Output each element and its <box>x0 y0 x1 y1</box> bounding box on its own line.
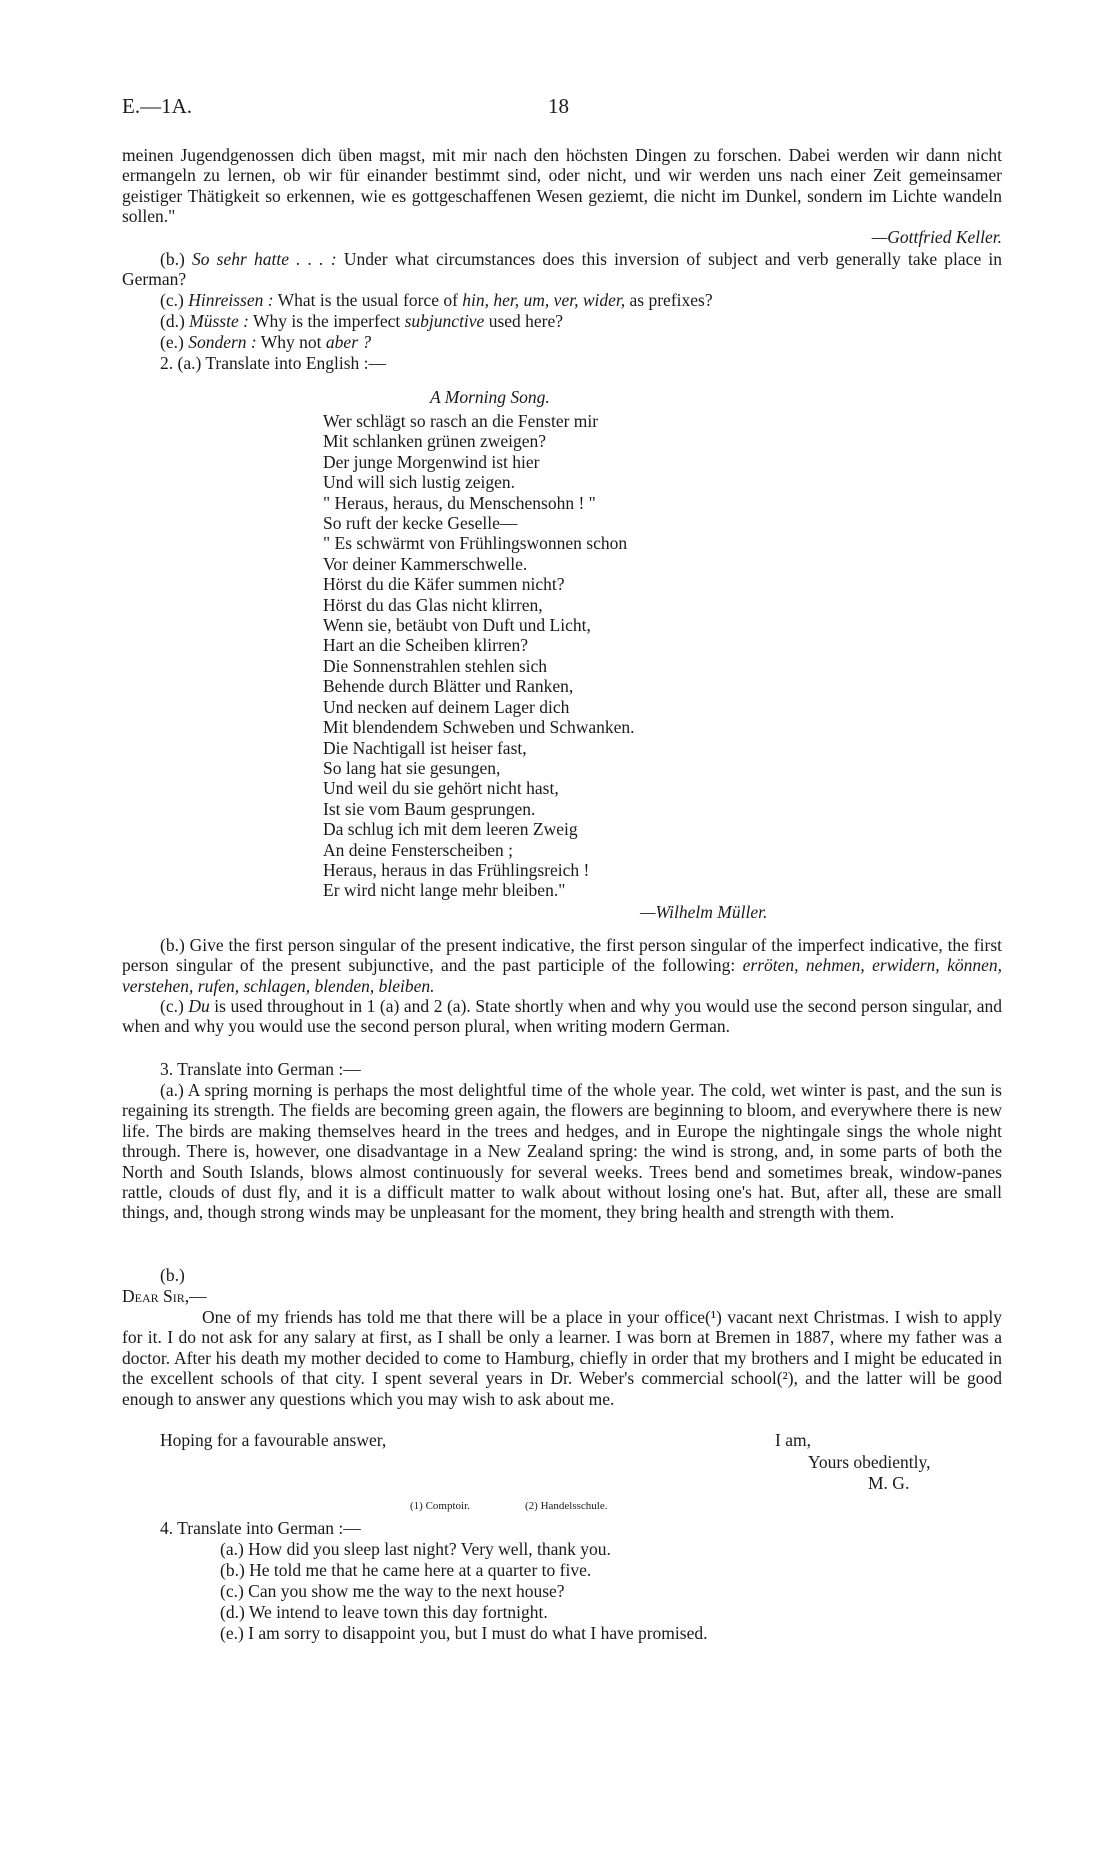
q4-item: (c.) Can you show me the way to the next house? <box>220 1581 565 1601</box>
poem-line: Der junge Morgenwind ist hier <box>323 451 540 472</box>
poem-line: Ist sie vom Baum gesprungen. <box>323 798 536 819</box>
poem-line: Heraus, heraus in das Frühlingsreich ! <box>323 859 590 880</box>
salutation: Dear Sir,— <box>122 1286 207 1306</box>
q1-e-label: (e.) <box>160 332 184 352</box>
poem-line: Vor deiner Kammerschwelle. <box>323 553 528 574</box>
q4-item: (a.) How did you sleep last night? Very well, thank you. <box>220 1539 611 1559</box>
q1-b <box>122 249 1002 290</box>
poem-line: Und will sich lustig zeigen. <box>323 472 515 493</box>
footnote-2: (2) Handelsschule. <box>525 1500 608 1512</box>
q1-d-tail: used here? <box>488 311 564 331</box>
q2-b-words: erröten, nehmen, erwidern, können, verstehen, rufen, schlagen, blenden, bleiben. <box>122 955 1002 996</box>
poem-line: Hörst du die Käfer summen nicht? <box>323 574 565 595</box>
yours-obediently: Yours obediently, <box>808 1452 931 1472</box>
q2-c <box>122 996 1002 1037</box>
q1-b-term: So sehr hatte . . . : <box>191 249 337 269</box>
q1-d-italic: subjunctive <box>404 311 485 331</box>
q4-item: (e.) I am sorry to disappoint you, but I must do what I have promised. <box>220 1623 708 1643</box>
poem-line: Die Sonnenstrahlen stehlen sich <box>323 655 548 676</box>
q2-b-text: (b.) Give the first person singular of the present indicative, the first person singular of the imperfect indicative, the first person singular of the present subjunctive, and the past participle of the following: <box>122 935 1002 976</box>
q4-item: (b.) He told me that he came here at a quarter to five. <box>220 1560 592 1580</box>
poem-line: Wer schlägt so rasch an die Fenster mir <box>323 411 599 431</box>
poem-line: Da schlug ich mit dem leeren Zweig <box>323 819 578 840</box>
q1-attribution: —Gottfried Keller. <box>871 227 1002 247</box>
poem-line: An deine Fensterscheiben ; <box>323 839 514 860</box>
poem-line: So ruft der kecke Geselle— <box>323 513 518 534</box>
q1-d-text: Why is the imperfect <box>253 311 401 331</box>
doc-reference: E.—1A. <box>122 94 192 118</box>
q4-label: 4. Translate into German :— <box>160 1518 361 1538</box>
q1-e <box>160 332 371 352</box>
q1-d-label: (d.) <box>160 311 185 331</box>
q1-b-label: (b.) <box>160 249 185 269</box>
q1-c <box>160 290 713 310</box>
q1-e-term: Sondern : <box>188 332 257 352</box>
poem-line: Und necken auf deinem Lager dich <box>323 696 570 717</box>
poem-attribution: —Wilhelm Müller. <box>640 902 768 922</box>
q2-c-du: Du <box>188 996 210 1016</box>
q2-b <box>122 935 1002 996</box>
poem-title: A Morning Song. <box>430 387 550 407</box>
poem-line: Die Nachtigall ist heiser fast, <box>323 737 527 758</box>
poem-line: Mit blendendem Schweben und Schwanken. <box>323 717 635 738</box>
q1-b-text: Under what circumstances does this inversion of subject and verb generally take place in German? <box>122 249 1003 290</box>
poem-line: Und weil du sie gehört nicht hast, <box>323 778 559 799</box>
q1-c-tail: as prefixes? <box>629 290 713 310</box>
q1-c-text: What is the usual force of <box>277 290 458 310</box>
page-number: 18 <box>548 94 569 118</box>
q4-item: (d.) We intend to leave town this day fortnight. <box>220 1602 548 1622</box>
closing-right: I am, <box>775 1430 811 1450</box>
q2-c-text: is used throughout in 1 (a) and 2 (a). State shortly when and why you would use the second person singular, and when and why you would use the second person plural, when writing modern German. <box>122 996 1003 1037</box>
poem-line: " Es schwärmt von Frühlingswonnen schon <box>323 533 628 554</box>
signature-initials: M. G. <box>868 1473 910 1493</box>
closing-left: Hoping for a favourable answer, <box>160 1430 387 1450</box>
q1-e-italic: aber ? <box>325 332 372 352</box>
poem-line: Hart an die Scheiben klirren? <box>323 635 529 656</box>
q3-label: 3. Translate into German :— <box>160 1059 361 1079</box>
poem-line: " Heraus, heraus, du Menschensohn ! " <box>323 492 596 513</box>
q1-c-label: (c.) <box>160 290 184 310</box>
poem <box>323 411 635 901</box>
q3-a: (a.) A spring morning is perhaps the most delightful time of the whole year. The cold, wet winter is past, and the sun is regaining its strength. The fields are becoming green again, the flowers are beginning to bloom, and everywhere there is new life. The birds are making themselves heard in the trees and hedges, and in Europe the nightingale sings the whole night through. There is, however, one disadvantage in a New Zealand spring: the wind is strong, and, in some parts of both the North and South Islands, blows almost continuously for several weeks. Trees bend and sometimes break, window-panes rattle, clouds of dust fly, and it is a difficult matter to walk about without losing one's hat. But, after all, these are small things, and, though strong winds may be unpleasant for the moment, they bring health and strength with them. <box>122 1080 1002 1223</box>
letter-body: One of my friends has told me that there will be a place in your office(¹) vacant next Christmas. I wish to apply for it. I do not ask for any salary at first, as I shall be only a learner. I was born at Bremen in 1887, where my father was a doctor. After his death my mother decided to come to Hamburg, chiefly in order that my brothers and I might be educated in the excellent schools of that city. I spent several years in Dr. Weber's commercial school(²), and the latter will be good enough to answer any questions which you may wish to ask about me. <box>122 1307 1002 1409</box>
q2-c-label: (c.) <box>160 996 184 1016</box>
footnote-1: (1) Comptoir. <box>410 1500 470 1512</box>
poem-line: Behende durch Blätter und Ranken, <box>323 676 574 697</box>
poem-line: Hörst du das Glas nicht klirren, <box>323 594 543 615</box>
q1-c-words: hin, her, um, ver, wider, <box>462 290 626 310</box>
q2-label: 2. (a.) Translate into English :— <box>160 353 387 373</box>
poem-line: Mit schlanken grünen zweigen? <box>323 431 547 452</box>
poem-line: So lang hat sie gesungen, <box>323 757 501 778</box>
q1-e-text: Why not <box>260 332 322 352</box>
poem-line: Wenn sie, betäubt von Duft und Licht, <box>323 615 591 636</box>
q1-d <box>160 311 563 331</box>
poem-line: Er wird nicht lange mehr bleiben." <box>323 880 566 901</box>
q3-b-label: (b.) <box>160 1265 185 1285</box>
q1-passage: meinen Jugendgenossen dich üben magst, mit mir nach den höchsten Dingen zu forschen. Dabei werden wir dann nicht ermangeln zu lernen, ob wir für einander bestimmt sind, oder nicht, und wir werden uns nach einer Zeit gemeinsamer geistiger Thätigkeit so erkennen, wie es gottgeschaffenen Wesen geziemt, die nicht im Dunkel, sondern im Lichte wandeln sollen." <box>122 145 1002 227</box>
q1-c-term: Hinreissen : <box>188 290 274 310</box>
q1-d-term: Müsste : <box>189 311 249 331</box>
